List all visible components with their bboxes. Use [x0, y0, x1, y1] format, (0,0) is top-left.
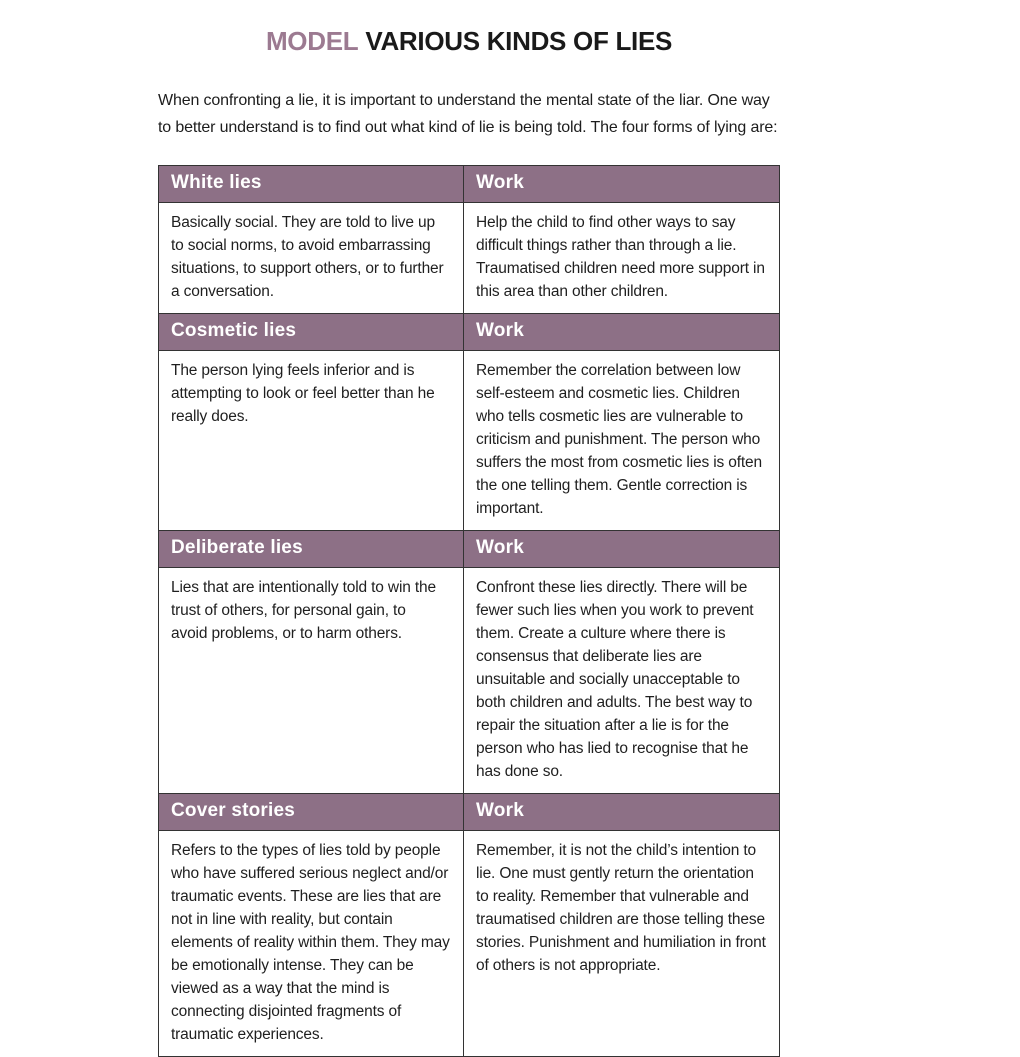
- work-text-cell: Confront these lies directly. There will be fewer such lies when you work to prevent them. Create a culture where there is consensus that deliberate lies are unsuitable and socially unacceptable to both children and adults. The best way to repair the situation after a lie is for the person who has lied to recognise that he has done so.: [464, 568, 780, 794]
- page-title-rest: VARIOUS KINDS OF LIES: [365, 26, 673, 56]
- lie-description-cell: Basically social. They are told to live up to social norms, to avoid embarrassing situations, to support others, or to further a conversation.: [159, 203, 464, 314]
- lie-kind-header: Cosmetic lies: [159, 314, 464, 351]
- lie-description-cell: Lies that are intentionally told to win the trust of others, for personal gain, to avoid problems, or to harm others.: [159, 568, 464, 794]
- intro-paragraph: When confronting a lie, it is important to understand the mental state of the liar. One way to better understand is to find out what kind of lie is being told. The four forms of lying are:: [158, 92, 778, 136]
- table-header-row-deliberate-lies: [159, 531, 780, 568]
- lie-description-cell: Refers to the types of lies told by people who have suffered serious neglect and/or traumatic events. These are lies that are not in line with reality, but contain elements of reality within them. They may be emotionally intense. They can be viewed as a way that the mind is connecting disjointed fragments of traumatic experiences.: [159, 831, 464, 1057]
- table-body-row-deliberate-lies: [159, 568, 780, 794]
- lie-kind-header: Cover stories: [159, 794, 464, 831]
- work-text-cell: Help the child to find other ways to say difficult things rather than through a lie. Traumatised children need more support in this area than other children.: [464, 203, 780, 314]
- page-title: [158, 0, 780, 57]
- table-header-row-cosmetic-lies: [159, 314, 780, 351]
- lie-kind-header: White lies: [159, 166, 464, 203]
- table-body-row-cosmetic-lies: [159, 351, 780, 531]
- work-header: Work: [464, 531, 780, 568]
- table-header-row-white-lies: [159, 166, 780, 203]
- page-title-accent: MODEL: [265, 26, 359, 56]
- work-header: Work: [464, 166, 780, 203]
- page-content: [158, 0, 780, 1057]
- table-header-row-cover-stories: [159, 794, 780, 831]
- work-text-cell: Remember, it is not the child’s intention to lie. One must gently return the orientation to reality. Remember that vulnerable and traumatised children are those telling these stories. Punishment and humiliation in front of others is not appropriate.: [464, 831, 780, 1057]
- lie-description-cell: The person lying feels inferior and is attempting to look or feel better than he really does.: [159, 351, 464, 531]
- lies-table: [158, 165, 780, 1057]
- work-header: Work: [464, 314, 780, 351]
- table-body-row-cover-stories: [159, 831, 780, 1057]
- work-text-cell: Remember the correlation between low self-esteem and cosmetic lies. Children who tells cosmetic lies are vulnerable to criticism and punishment. The person who suffers the most from cosmetic lies is often the one telling them. Gentle correction is important.: [464, 351, 780, 531]
- table-body-row-white-lies: [159, 203, 780, 314]
- work-header: Work: [464, 794, 780, 831]
- lie-kind-header: Deliberate lies: [159, 531, 464, 568]
